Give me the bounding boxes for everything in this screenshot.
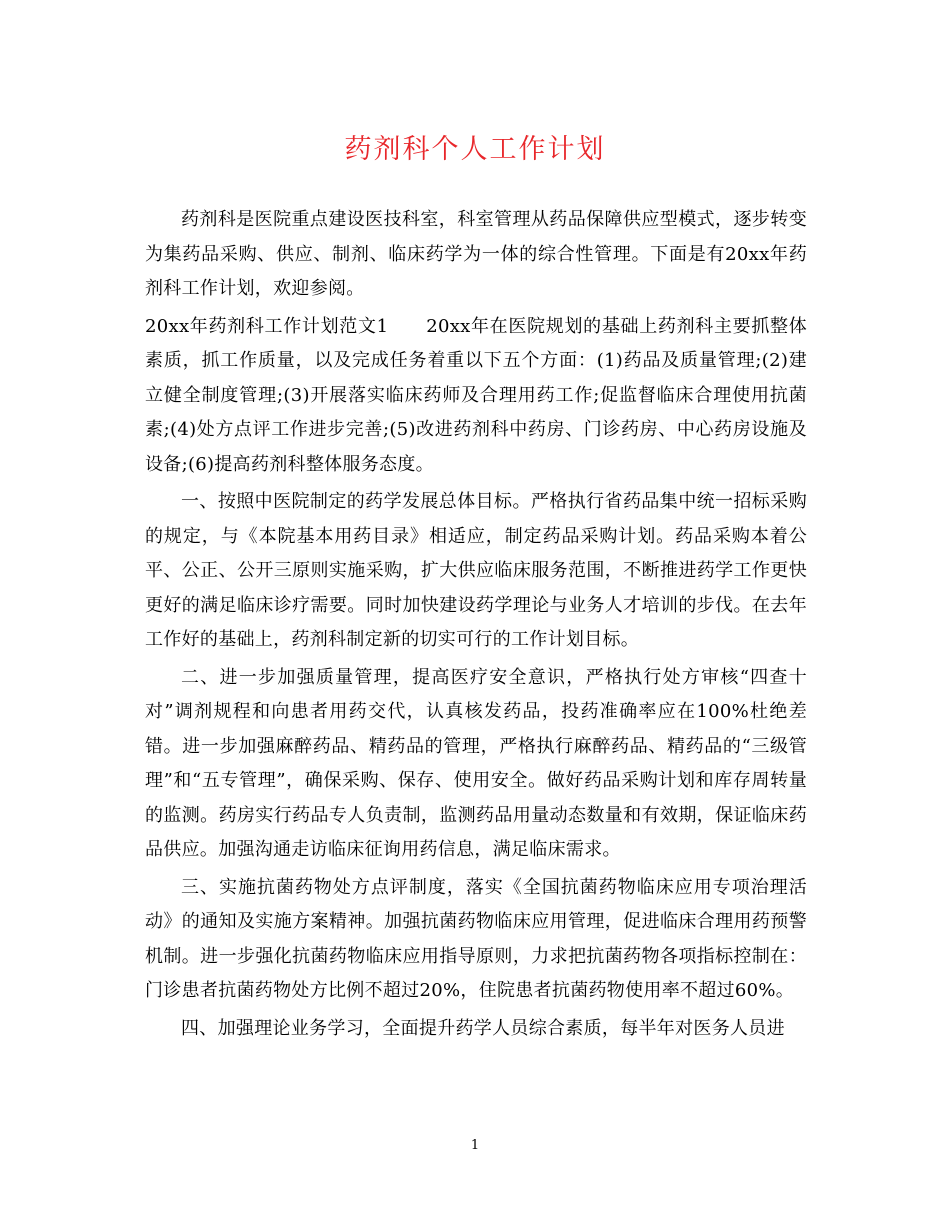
page-number: 1 <box>470 1138 480 1153</box>
paragraph-plan-summary: 20xx年药剂科工作计划范文1 20xx年在医院规划的基础上药剂科主要抓整体素质，抓工作质量，以及完成任务着重以下五个方面：(1)药品及质量管理;(2)建立健全制度管理;(3)开展落实临床药师及合理用药工作;促监督临床合理使用抗菌素;(4)处方点评工作进步完善;(5)改进药剂科中药房、门诊药房、中心药房设施及设备;(6)提高药剂科整体服务态度。 <box>145 315 807 475</box>
document-title: 药剂科个人工作计划 <box>344 134 606 165</box>
paragraph-section-2: 二、进一步加强质量管理，提高医疗安全意识，严格执行处方审核“四查十对”调剂规程和向患者用药交代，认真核发药品，投药准确率应在100%杜绝差错。进一步加强麻醉药品、精药品的管理，严格执行麻醉药品、精药品的“三级管理”和“五专管理”，确保采购、保存、使用安全。做好药品采购计划和库存周转量的监测。药房实行药品专人负责制，监测药品用量动态数量和有效期，保证临床药品供应。加强沟通走访临床征询用药信息，满足临床需求。 <box>145 666 807 860</box>
paragraph-section-1: 一、按照中医院制定的药学发展总体目标。严格执行省药品集中统一招标采购的规定，与《本院基本用药目录》相适应，制定药品采购计划。药品采购本着公平、公正、公开三原则实施采购，扩大供应临床服务范围，不断推进药学工作更快更好的满足临床诊疗需要。同时加快建设药学理论与业务人才培训的步伐。在去年工作好的基础上，药剂科制定新的切实可行的工作计划目标。 <box>145 491 807 650</box>
paragraph-section-4: 四、加强理论业务学习，全面提升药学人员综合素质，每半年对医务人员进 <box>181 1017 785 1039</box>
document-body <box>145 203 807 1049</box>
paragraph-section-3: 三、实施抗菌药物处方点评制度，落实《全国抗菌药物临床应用专项治理活动》的通知及实施方案精神。加强抗菌药物临床应用管理，促进临床合理用药预警机制。进一步强化抗菌药物临床应用指导原则，力求把抗菌药物各项指标控制在：门诊患者抗菌药物处方比例不超过20%，住院患者抗菌药物使用率不超过60%。 <box>145 876 807 1001</box>
paragraph-intro: 药剂科是医院重点建设医技科室，科室管理从药品保障供应型模式，逐步转变为集药品采购、供应、制剂、临床药学为一体的综合性管理。下面是有20xx年药剂科工作计划，欢迎参阅。 <box>145 209 807 299</box>
